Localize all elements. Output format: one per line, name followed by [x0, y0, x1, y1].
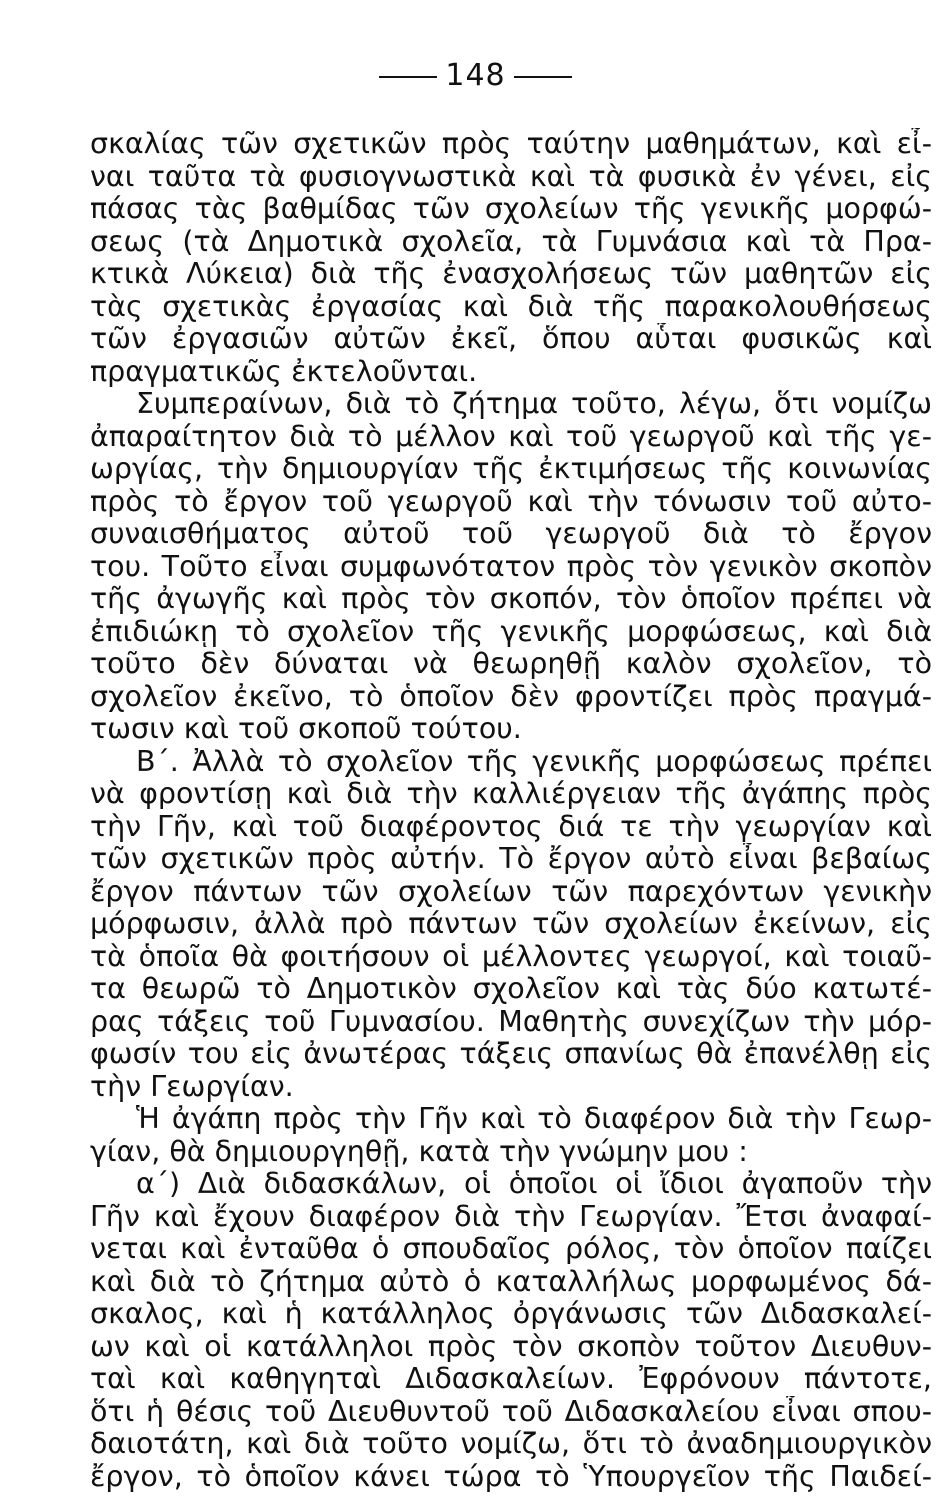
text-line: ἔργον πάντων τῶν σχολείων τῶν παρεχόντων γενικὴν [90, 875, 932, 908]
text-line: τὰς σχετικὰς ἐργασίας καὶ διὰ τῆς παρακολουθήσεως [90, 290, 932, 323]
text-line: σκαλος, καὶ ἡ κατάλληλος ὀργάνωσις τῶν Διδασκαλεί- [90, 1298, 932, 1330]
text-line: σκαλίας τῶν σχετικῶν πρὸς ταύτην μαθημάτων, καὶ εἶ- [90, 128, 932, 160]
text-line: τῶν σχετικῶν πρὸς αὐτήν. Τὸ ἔργον αὐτὸ εἶναι βεβαίως [90, 843, 932, 875]
text-line: πάσας τὰς βαθμίδας τῶν σχολείων τῆς γενικῆς μορφώ- [90, 193, 932, 225]
text-line: Γῆν καὶ ἔχουν διαφέρον διὰ τὴν Γεωργίαν. Ἔτσι ἀναφαί- [90, 1200, 932, 1233]
text-line: τῆς ἀγωγῆς καὶ πρὸς τὸν σκοπόν, τὸν ὁποῖον πρέπει νὰ [90, 583, 932, 615]
paragraph-first-line: Β΄. Ἀλλὰ τὸ σχολεῖον τῆς γενικῆς μορφώσεως πρέπει [136, 745, 932, 778]
text-line: τωσιν καὶ τοῦ σκοποῦ τούτου. [90, 713, 522, 745]
text-line: συναισθήματος αὐτοῦ τοῦ γεωργοῦ διὰ τὸ ἔργον [90, 518, 932, 550]
text-line: σεως (τὰ Δημοτικὰ σχολεῖα, τὰ Γυμνάσια καὶ τὰ Πρα- [90, 225, 932, 258]
text-line: νεται καὶ ἐνταῦθα ὁ σπουδαῖος ρόλος, τὸν ὁποῖον παίζει [90, 1233, 932, 1265]
text-line: δαιοτάτη, καὶ διὰ τοῦτο νομίζω, ὅτι τὸ ἀναδημιουργικὸν [90, 1428, 932, 1460]
text-line: τὰ ὁποῖα θὰ φοιτήσουν οἱ μέλλοντες γεωργοί, καὶ τοιαῦ- [90, 940, 932, 973]
text-line: τὴν Γεωργίαν. [90, 1070, 294, 1103]
text-line: ὅτι ἡ θέσις τοῦ Διευθυντοῦ τοῦ Διδασκαλείου εἶναι σπου- [90, 1395, 932, 1428]
page-number-right-dash [514, 76, 572, 78]
text-line: ἐπιδιώκῃ τὸ σχολεῖον τῆς γενικῆς μορφώσεως, καὶ διὰ [90, 615, 932, 648]
text-line: ταὶ καὶ καθηγηταὶ Διδασκαλείων. Ἐφρόνουν πάντοτε, [90, 1363, 932, 1395]
text-line: ναι ταῦτα τὰ φυσιογνωστικὰ καὶ τὰ φυσικὰ ἐν γένει, εἰς [90, 160, 932, 193]
page-number-text: 148 [445, 58, 506, 93]
text-line: τοῦτο δὲν δύναται νὰ θεωρηθῇ καλὸν σχολεῖον, τὸ [90, 648, 932, 680]
text-line: καὶ διὰ τὸ ζήτημα αὐτὸ ὁ καταλλήλως μορφωμένος δά- [90, 1265, 932, 1298]
text-line: ἀπαραίτητον διὰ τὸ μέλλον καὶ τοῦ γεωργοῦ καὶ τῆς γε- [90, 420, 932, 453]
text-line: κτικὰ Λύκεια) διὰ τῆς ἐνασχολήσεως τῶν μαθητῶν εἰς [90, 258, 932, 290]
text-line: μόρφωσιν, ἀλλὰ πρὸ πάντων τῶν σχολείων ἐκείνων, εἰς [90, 908, 932, 940]
text-line: νὰ φροντίσῃ καὶ διὰ τὴν καλλιέργειαν τῆς ἀγάπης πρὸς [90, 778, 932, 810]
paragraph-first-line: Ἡ ἀγάπη πρὸς τὴν Γῆν καὶ τὸ διαφέρον διὰ τὴν Γεωρ- [136, 1103, 932, 1135]
text-line: τὴν Γῆν, καὶ τοῦ διαφέροντος διά τε τὴν γεωργίαν καὶ [90, 810, 932, 843]
text-line: πρὸς τὸ ἔργον τοῦ γεωργοῦ καὶ τὴν τόνωσιν τοῦ αὐτο- [90, 485, 932, 518]
text-line: σχολεῖον ἐκεῖνο, τὸ ὁποῖον δὲν φροντίζει πρὸς πραγμά- [90, 680, 932, 713]
text-line: φωσίν του εἰς ἀνωτέρας τάξεις σπανίως θὰ ἐπανέλθῃ εἰς [90, 1038, 932, 1070]
text-line: ωργίας, τὴν δημιουργίαν τῆς ἐκτιμήσεως τῆς κοινωνίας [90, 453, 932, 485]
text-line: τα θεωρῶ τὸ Δημοτικὸν σχολεῖον καὶ τὰς δύο κατωτέ- [90, 973, 932, 1005]
text-line: πραγματικῶς ἐκτελοῦνται. [90, 355, 478, 388]
paragraph-first-line: Συμπεραίνων, διὰ τὸ ζήτημα τοῦτο, λέγω, ὅτι νομίζω [136, 388, 932, 420]
page-number-left-dash [379, 76, 437, 78]
body-text [90, 128, 932, 1493]
text-line: γίαν, θὰ δημιουργηθῇ, κατὰ τὴν γνώμην μου : [90, 1135, 748, 1168]
text-line: του. Τοῦτο εἶναι συμφωνότατον πρὸς τὸν γενικὸν σκοπὸν [90, 550, 932, 583]
text-line: τῶν ἐργασιῶν αὐτῶν ἐκεῖ, ὅπου αὗται φυσικῶς καὶ [90, 323, 932, 355]
text-line: ρας τάξεις τοῦ Γυμνασίου. Μαθητὴς συνεχίζων τὴν μόρ- [90, 1005, 932, 1038]
text-line: ων καὶ οἱ κατάλληλοι πρὸς τὸν σκοπὸν τοῦτον Διευθυν- [90, 1330, 932, 1363]
page-number [0, 58, 951, 94]
paragraph-first-line: α΄) Διὰ διδασκάλων, οἱ ὁποῖοι οἱ ἴδιοι ἀγαποῦν τὴν [136, 1168, 932, 1200]
text-line: ἔργον, τὸ ὁποῖον κάνει τώρα τὸ Ὑπουργεῖον τῆς Παιδεί- [90, 1460, 932, 1493]
